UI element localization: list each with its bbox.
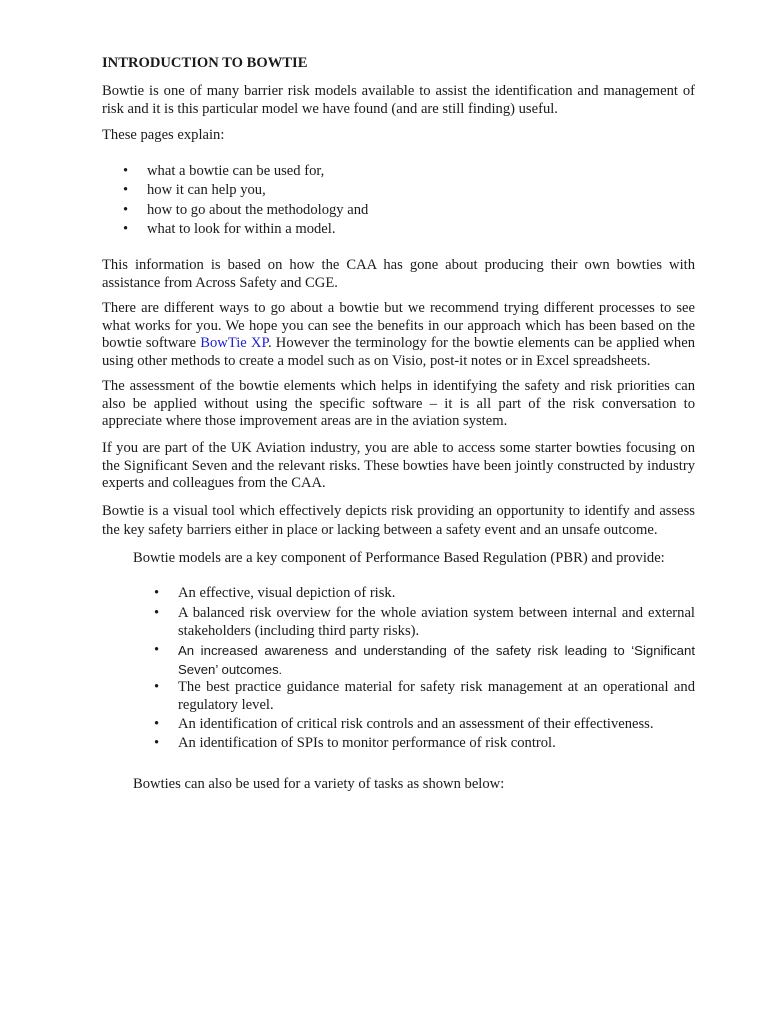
- assessment-paragraph: The assessment of the bowtie elements which helps in identifying the safety and risk priorities can also be applied without using the specific software – it is all part of the risk conversation to appreciate where those improvement areas are in the aviation system.: [102, 378, 695, 429]
- pbr-list: [178, 585, 695, 754]
- ways-text-before: There are different ways to go about a bowtie but we recommend trying different processes to see what works for you. We hope you can see the benefits in our approach which has been based on the bowtie software: [102, 300, 695, 351]
- list-item: • A balanced risk overview for the whole aviation system between internal and external stakeholders (including third party risks).: [178, 605, 695, 642]
- awareness-end: .: [278, 662, 283, 677]
- tasks-lead: Bowties can also be used for a variety of tasks as shown below:: [133, 776, 505, 792]
- list-item: • how it can help you,: [147, 182, 547, 201]
- intro-paragraph: Bowtie is one of many barrier risk models available to assist the identification and management of risk and it is this particular model we have found (and are still finding) useful.: [102, 83, 695, 117]
- bowtie-xp-link[interactable]: BowTie XP: [200, 335, 268, 351]
- list-item: • what a bowtie can be used for,: [147, 163, 547, 182]
- list-item: • how to go about the methodology and: [147, 202, 547, 221]
- visual-paragraph: Bowtie is a visual tool which effectively depicts risk providing an opportunity to identify and assess the key safety barriers either in place or lacking between a safety event and an unsafe outcome.: [102, 503, 695, 538]
- list-item: [178, 642, 695, 679]
- list-item: • An identification of critical risk controls and an assessment of their effectiveness.: [178, 716, 695, 735]
- pbr-lead: Bowtie models are a key component of Performance Based Regulation (PBR) and provide:: [133, 550, 665, 566]
- ways-text-after: . However the terminology for the bowtie elements can be applied when using other methods to create a model such as on Visio, post-it notes or in Excel spreadsheets.: [102, 335, 695, 369]
- info-paragraph: This information is based on how the CAA has gone about producing their own bowties with assistance from Across Safety and CGE.: [102, 257, 695, 291]
- list-item: • what to look for within a model.: [147, 221, 547, 240]
- page-title: INTRODUCTION TO BOWTIE: [102, 55, 308, 71]
- explain-list: [147, 163, 547, 240]
- industry-paragraph: If you are part of the UK Aviation industry, you are able to access some starter bowties focusing on the Significant Seven and the relevant risks. These bowties have been jointly constructed by industry experts and colleagues from the CAA.: [102, 440, 695, 491]
- list-item: • The best practice guidance material for safety risk management at an operational and regulatory level.: [178, 679, 695, 716]
- list-item: • An identification of SPIs to monitor performance of risk control.: [178, 735, 695, 754]
- list-item: • An effective, visual depiction of risk.: [178, 585, 695, 605]
- ways-paragraph: [102, 300, 695, 370]
- explain-lead: These pages explain:: [102, 127, 225, 143]
- awareness-text: An increased awareness and understanding of the safety risk leading to ‘Significant Seven’ outcomes: [178, 643, 695, 677]
